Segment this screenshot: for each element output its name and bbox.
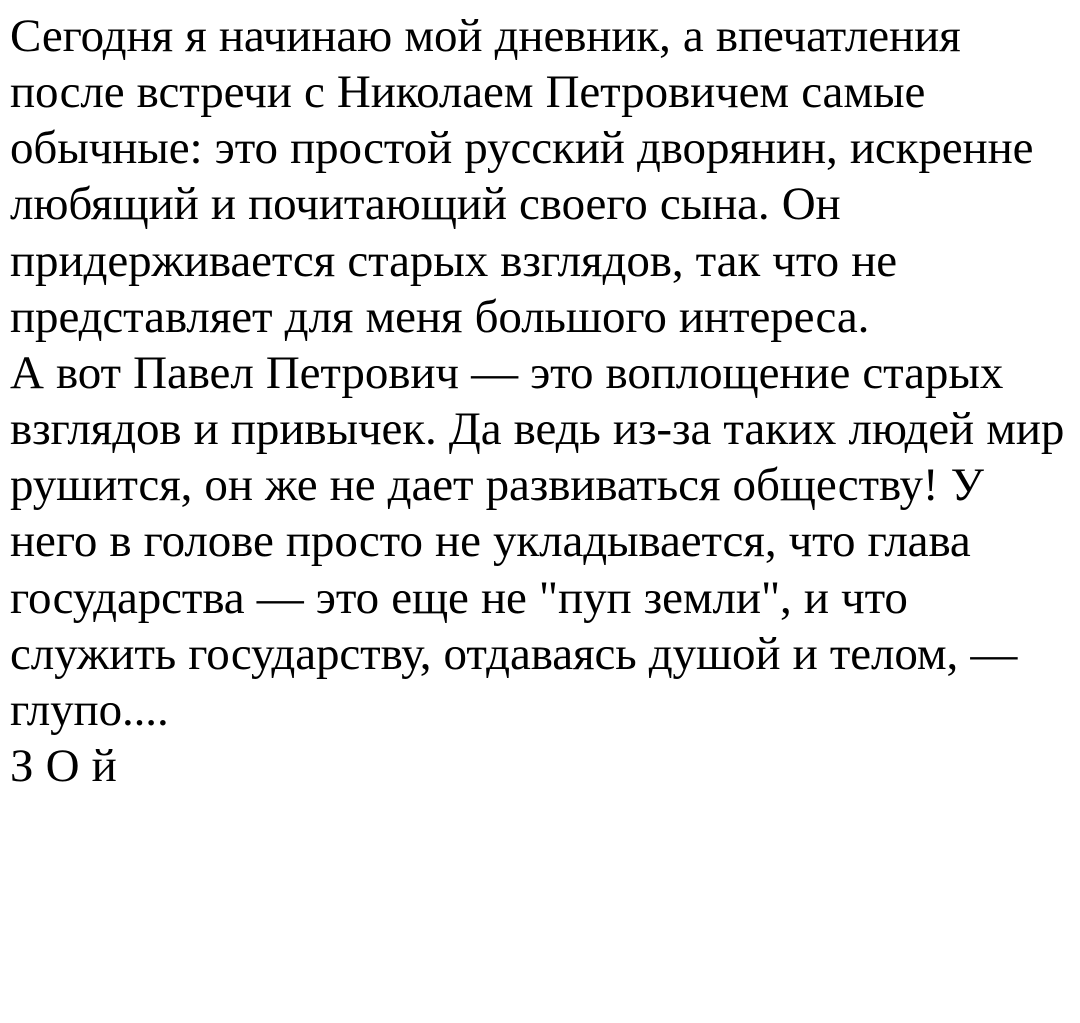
paragraph-1: Сегодня я начинаю мой дневник, а впечатления после встречи с Николаем Петровичем самые обычные: это простой русский дворянин, искренне любящий и почитающий своего сына. Он придерживается старых взглядов, так что не представляет для меня большого интереса.	[10, 10, 1034, 343]
paragraph-2: А вот Павел Петрович — это воплощение старых взглядов и привычек. Да ведь из-за таких людей мир рушится, он же не дает развиваться обществу! У него в голове просто не укладывается, что глава государства — это еще не "пуп земли", и что служить государству, отдаваясь душой и телом, — глупо....	[10, 346, 1065, 736]
document-body	[10, 8, 1066, 794]
paragraph-3-clipped: З О й	[10, 740, 117, 793]
